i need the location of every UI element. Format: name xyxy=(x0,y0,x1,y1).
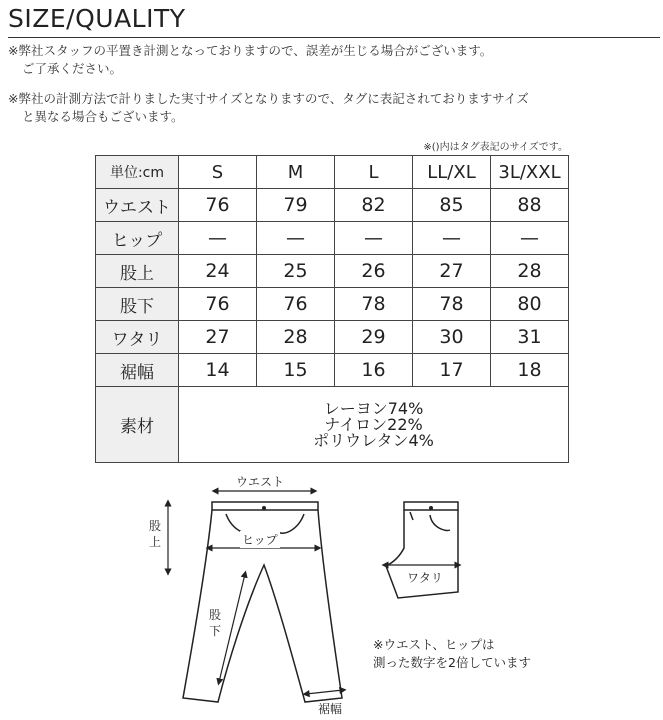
hem-label: 裾幅 xyxy=(318,702,343,716)
row-label: 股下 xyxy=(96,288,179,321)
table-row-waist xyxy=(96,189,569,222)
rise-label-1: 股 xyxy=(149,519,162,533)
table-cell: 79 xyxy=(257,189,335,222)
material-label: 素材 xyxy=(96,387,179,463)
pants-diagram xyxy=(0,470,663,720)
size-header: LL/XL xyxy=(413,156,491,189)
diagram-note-line-2: 測った数字を2倍しています xyxy=(373,655,531,670)
inseam-arrow xyxy=(219,574,245,682)
page-title: SIZE/QUALITY xyxy=(8,4,186,33)
size-header: S xyxy=(179,156,257,189)
table-row-material xyxy=(96,387,569,463)
waist-button-icon xyxy=(262,506,266,510)
table-row-hip xyxy=(96,222,569,255)
inseam-label-2: 下 xyxy=(209,624,222,638)
size-header-row xyxy=(96,156,569,189)
side-button-icon xyxy=(429,506,433,510)
table-cell: 26 xyxy=(335,255,413,288)
material-line: ポリウレタン4% xyxy=(313,430,434,450)
row-label: ワタリ xyxy=(96,321,179,354)
table-cell: 17 xyxy=(413,354,491,387)
table-cell: 25 xyxy=(257,255,335,288)
table-cell: 28 xyxy=(257,321,335,354)
note-2-line-1: ※弊社の計測方法で計りました実寸サイズとなりますので、タグに表記されておりますサイズ xyxy=(8,91,529,106)
table-cell: 80 xyxy=(491,288,569,321)
row-label: 裾幅 xyxy=(96,354,179,387)
table-cell: — xyxy=(413,222,491,255)
table-cell: — xyxy=(179,222,257,255)
table-cell: 82 xyxy=(335,189,413,222)
table-row-inseam xyxy=(96,288,569,321)
material-line: ナイロン22% xyxy=(324,414,423,434)
table-cell: 15 xyxy=(257,354,335,387)
table-cell: 31 xyxy=(491,321,569,354)
size-header: L xyxy=(335,156,413,189)
table-row-hem xyxy=(96,354,569,387)
rise-label-2: 上 xyxy=(149,535,162,549)
table-cell: 27 xyxy=(179,321,257,354)
table-cell: 78 xyxy=(335,288,413,321)
table-cell: 30 xyxy=(413,321,491,354)
thigh-label: ワタリ xyxy=(407,571,443,585)
size-header: M xyxy=(257,156,335,189)
table-row-thigh xyxy=(96,321,569,354)
table-cell: 28 xyxy=(491,255,569,288)
table-cell: 76 xyxy=(179,288,257,321)
hip-label: ヒップ xyxy=(242,533,278,547)
table-row-rise xyxy=(96,255,569,288)
table-cell: 14 xyxy=(179,354,257,387)
inseam-label-1: 股 xyxy=(209,608,222,622)
row-label: 股上 xyxy=(96,255,179,288)
table-cell: — xyxy=(257,222,335,255)
row-label: ヒップ xyxy=(96,222,179,255)
title-divider xyxy=(8,37,660,38)
material-line: レーヨン74% xyxy=(323,398,424,418)
table-cell: 76 xyxy=(179,189,257,222)
measurement-note-2 xyxy=(8,90,529,126)
size-table xyxy=(95,155,569,463)
waist-label: ウエスト xyxy=(236,475,285,489)
note-1-line-2: ご了承ください。 xyxy=(22,61,123,76)
table-cell: 78 xyxy=(413,288,491,321)
table-cell: 85 xyxy=(413,189,491,222)
hem-arrow xyxy=(306,690,343,694)
table-cell: 76 xyxy=(257,288,335,321)
diagram-note-line-1: ※ウエスト、ヒップは xyxy=(373,637,495,652)
diagram-note xyxy=(373,636,531,672)
table-cell: 88 xyxy=(491,189,569,222)
size-header: 3L/XXL xyxy=(491,156,569,189)
table-cell: 27 xyxy=(413,255,491,288)
material-composition xyxy=(179,387,569,463)
table-cell: — xyxy=(491,222,569,255)
tag-size-note: ※()内はタグ表記のサイズです。 xyxy=(423,142,568,153)
note-1-line-1: ※弊社スタッフの平置き計測となっておりますので、誤差が生じる場合がございます。 xyxy=(8,43,493,58)
row-label: ウエスト xyxy=(96,189,179,222)
table-cell: 18 xyxy=(491,354,569,387)
unit-label: 単位:cm xyxy=(96,156,179,189)
measurement-note-1 xyxy=(8,42,492,78)
table-cell: 29 xyxy=(335,321,413,354)
table-cell: 16 xyxy=(335,354,413,387)
note-2-line-2: と異なる場合もございます。 xyxy=(22,109,184,124)
table-cell: — xyxy=(335,222,413,255)
table-cell: 24 xyxy=(179,255,257,288)
